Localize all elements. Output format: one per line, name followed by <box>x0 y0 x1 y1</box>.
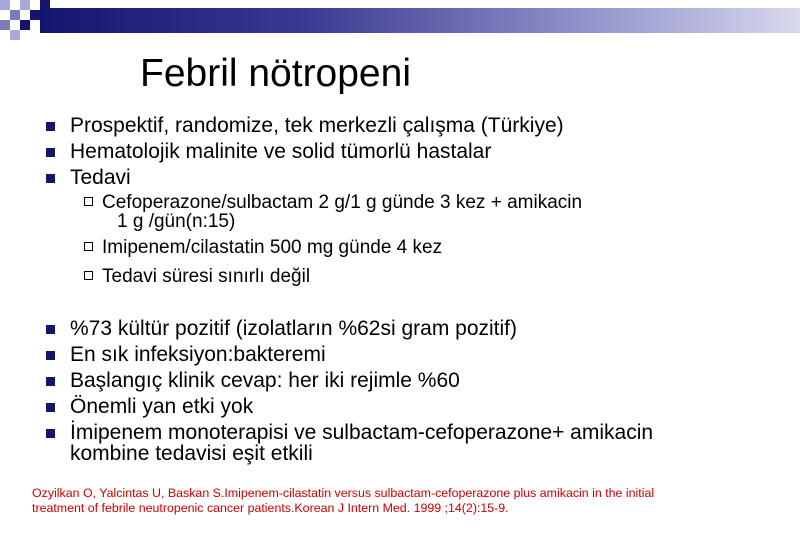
sub-bullet-text-continued: 1 g /gün(n:15) <box>117 211 236 232</box>
header-banner <box>40 8 800 33</box>
bullet-square-icon <box>46 403 55 412</box>
hollow-square-bullet-icon <box>84 271 93 280</box>
hollow-square-bullet-icon <box>84 197 93 206</box>
bullet-text: Hematolojik malinite ve solid tümorlü hastalar <box>70 140 492 163</box>
finding-text-continued: kombine tedavisi eşit etkili <box>70 442 313 465</box>
finding-text: Önemli yan etki yok <box>70 395 254 418</box>
finding-text: En sık infeksiyon:bakteremi <box>70 343 326 366</box>
bullet-text: Prospektif, randomize, tek merkezli çalışma (Türkiye) <box>70 114 564 137</box>
citation-line: Ozyilkan O, Yalcintas U, Baskan S.Imipenem-cilastatin versus sulbactam-cefoperazone plus amikacin in the initial <box>32 486 655 500</box>
bullet-square-icon <box>46 377 55 386</box>
bullet-square-icon <box>46 429 55 438</box>
finding-text: İmipenem monoterapisi ve sulbactam-cefoperazone+ amikacin <box>70 421 654 444</box>
bullet-square-icon <box>46 148 55 157</box>
bullet-square-icon <box>46 122 55 131</box>
sub-bullet-text: Cefoperazone/sulbactam 2 g/1 g günde 3 kez + amikacin <box>102 192 583 213</box>
bullet-square-icon <box>46 325 55 334</box>
citation-line: treatment of febrile neutropenic cancer patients.Korean J Intern Med. 1999 ;14(2):15-9. <box>32 501 509 515</box>
hollow-square-bullet-icon <box>84 242 93 251</box>
slide-title: Febril nötropeni <box>140 52 411 95</box>
finding-text: Başlangıç klinik cevap: her iki rejimle %60 <box>70 369 460 392</box>
citation <box>32 486 772 516</box>
bullet-square-icon <box>46 174 55 183</box>
bullet-text: Tedavi <box>70 166 131 189</box>
finding-text: %73 kültür pozitif (izolatların %62si gram pozitif) <box>70 317 518 340</box>
sub-bullet-text: Imipenem/cilastatin 500 mg günde 4 kez <box>102 237 443 258</box>
bullet-square-icon <box>46 351 55 360</box>
sub-bullet-text: Tedavi süresi sınırlı değil <box>102 266 311 287</box>
